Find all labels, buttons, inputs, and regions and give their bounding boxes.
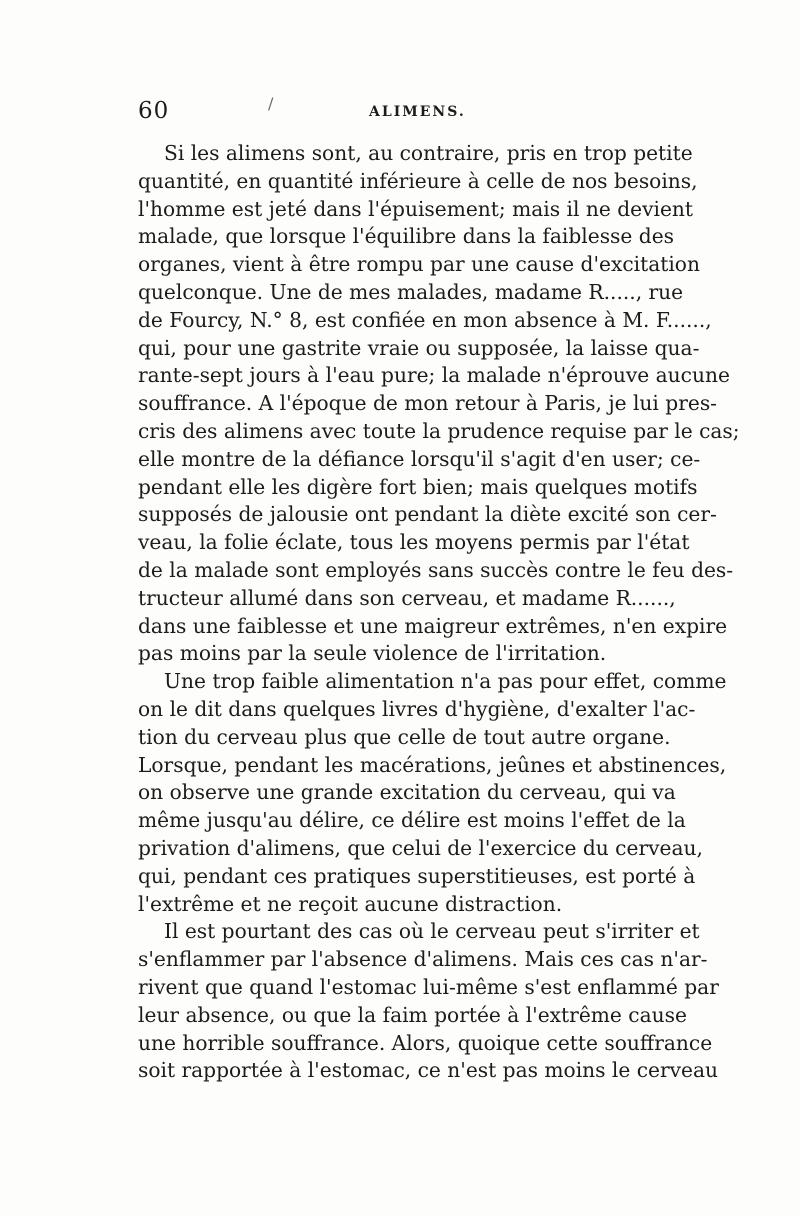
- text-line: leur absence, ou que la faim portée à l'extrême cause: [138, 1002, 687, 1027]
- text-line: qui, pendant ces pratiques superstitieuses, est porté à: [138, 863, 696, 888]
- paragraph: [138, 668, 727, 918]
- text-line: organes, vient à être rompu par une cause d'excitation: [138, 252, 700, 277]
- text-line: on observe une grande excitation du cerveau, qui va: [138, 780, 676, 805]
- text-line: dans une faiblesse et une maigreur extrêmes, n'en expire: [138, 613, 728, 638]
- running-title: ALIMENS.: [369, 104, 466, 120]
- text-line: Si les alimens sont, au contraire, pris en trop petite: [164, 141, 693, 165]
- text-line: on le dit dans quelques livres d'hygiène, d'exalter l'ac-: [138, 696, 696, 721]
- text-line: tructeur allumé dans son cerveau, et madame R......,: [138, 585, 676, 610]
- running-head: [138, 94, 658, 128]
- printer-mark: /: [268, 94, 274, 113]
- page-number: 60: [138, 98, 170, 124]
- text-line: même jusqu'au délire, ce délire est moins l'effet de la: [138, 808, 686, 833]
- text-line: pas moins par la seule violence de l'irritation.: [138, 641, 607, 666]
- paragraph: [138, 918, 719, 1085]
- text-line: rivent que quand l'estomac lui-même s'est enflammé par: [138, 974, 719, 999]
- body-text: [138, 140, 740, 1085]
- text-line: malade, que lorsque l'équilibre dans la faiblesse des: [138, 224, 675, 249]
- text-line: l'extrême et ne reçoit aucune distraction.: [138, 891, 563, 916]
- text-line: elle montre de la défiance lorsqu'il s'agit d'en user; ce-: [138, 446, 701, 471]
- text-line: Il est pourtant des cas où le cerveau peut s'irriter et: [164, 919, 700, 944]
- text-line: tion du cerveau plus que celle de tout autre organe.: [138, 724, 671, 749]
- text-line: veau, la folie éclate, tous les moyens permis par l'état: [138, 530, 690, 555]
- text-line: l'homme est jeté dans l'épuisement; mais il ne devient: [138, 196, 694, 221]
- text-line: de la malade sont employés sans succès contre le feu des-: [138, 557, 734, 582]
- text-line: cris des alimens avec toute la prudence requise par le cas;: [138, 418, 740, 443]
- text-line: rante-sept jours à l'eau pure; la malade n'éprouve aucune: [138, 363, 730, 388]
- text-line: quelconque. Une de mes malades, madame R....., rue: [138, 279, 684, 304]
- text-line: de Fourcy, N.° 8, est confiée en mon absence à M. F......,: [138, 307, 712, 332]
- text-line: souffrance. A l'époque de mon retour à Paris, je lui pres-: [138, 391, 718, 416]
- text-line: privation d'alimens, que celui de l'exercice du cerveau,: [138, 835, 703, 860]
- text-line: une horrible souffrance. Alors, quoique cette souffrance: [138, 1030, 713, 1055]
- text-line: quantité, en quantité inférieure à celle de nos besoins,: [138, 168, 698, 193]
- paragraph: [138, 140, 740, 668]
- text-line: s'enflammer par l'absence d'alimens. Mais ces cas n'ar-: [138, 947, 708, 972]
- text-line: Lorsque, pendant les macérations, jeûnes et abstinences,: [138, 752, 727, 777]
- text-line: qui, pour une gastrite vraie ou supposée, la laisse qua-: [138, 335, 700, 360]
- text-line: soit rapportée à l'estomac, ce n'est pas moins le cerveau: [138, 1058, 719, 1083]
- text-line: Une trop faible alimentation n'a pas pour effet, comme: [164, 669, 727, 694]
- text-line: supposés de jalousie ont pendant la diète excité son cer-: [138, 502, 717, 527]
- text-line: pendant elle les digère fort bien; mais quelques motifs: [138, 474, 698, 499]
